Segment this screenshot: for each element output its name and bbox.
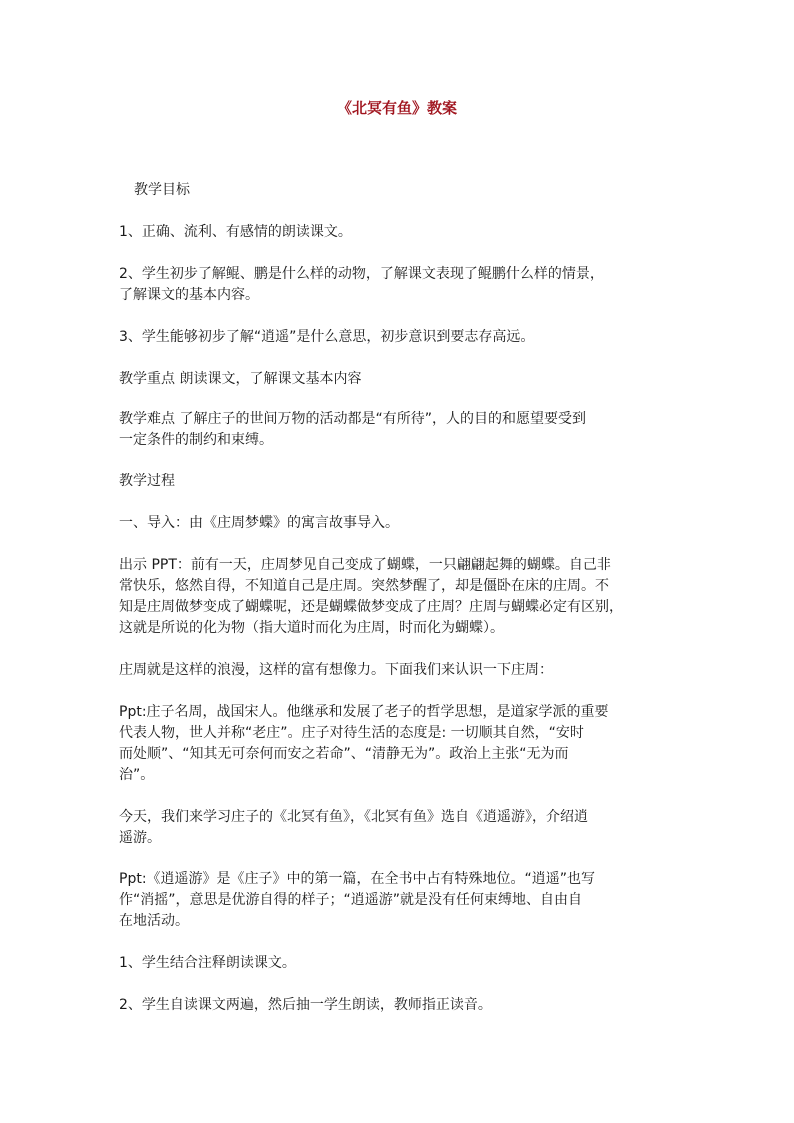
- ppt-2-line: 代表人物，世人并称“老庄”。庄子对待生活的态度是: 一切顺其自然，“安时: [119, 725, 584, 741]
- difficulty: [119, 409, 679, 451]
- intro: 一、导入：由《庄周梦蝶》的寓言故事导入。: [119, 515, 399, 531]
- step-1: 1、学生结合注释朗读课文。: [119, 955, 296, 971]
- today-paragraph: [119, 807, 679, 849]
- difficulty-line: 一定条件的制约和束缚。: [119, 432, 273, 448]
- difficulty-line: 教学难点 了解庄子的世间万物的活动都是“有所待”，人的目的和愿望要受到: [119, 411, 586, 427]
- objective-1: 1、正确、流利、有感情的朗读课文。: [119, 224, 352, 240]
- ppt-1-line: 这就是所说的化为物（指大道时而化为庄周，时而化为蝴蝶）。: [119, 620, 504, 636]
- key-point: 教学重点 朗读课文，了解课文基本内容: [119, 371, 362, 387]
- today-line: 遥游。: [119, 830, 161, 846]
- ppt-2-line: Ppt:庄子名周，战国宋人。他继承和发展了老子的哲学思想，是道家学派的重要: [119, 704, 609, 720]
- document-title: 《北冥有鱼》教案: [336, 99, 457, 117]
- ppt-2: [119, 702, 679, 786]
- objective-3: 3、学生能够初步了解“逍遥”是什么意思，初步意识到要志存高远。: [119, 329, 535, 345]
- ppt-3-line: 作“消摇”，意思是优游自得的样子；“逍遥游”就是没有任何束缚地、自由自: [119, 892, 583, 908]
- ppt-3-line: Ppt:《逍遥游》是《庄子》中的第一篇，在全书中占有特殊地位。“逍遥”也写: [119, 871, 596, 887]
- ppt-3-line: 在地活动。: [119, 913, 189, 929]
- objective-2: [119, 264, 679, 306]
- process-heading: 教学过程: [119, 473, 175, 489]
- ppt-1-line: 常快乐，悠然自得，不知道自己是庄周。突然梦醒了，却是僵卧在床的庄周。不: [119, 578, 609, 594]
- ppt-1-line: 出示 PPT：前有一天，庄周梦见自己变成了蝴蝶，一只翩翩起舞的蝴蝶。自己非: [119, 557, 611, 573]
- ppt-2-line: 而处顺”、“知其无可奈何而安之若命”、“清静无为”。政治上主张“无为而: [119, 746, 569, 762]
- ppt-3: [119, 869, 679, 932]
- objective-2-line: 2、学生初步了解鲲、鹏是什么样的动物，了解课文表现了鲲鹏什么样的情景，: [119, 266, 604, 282]
- today-line: 今天，我们来学习庄子的《北冥有鱼》，《北冥有鱼》选自《逍遥游》，介绍逍: [119, 809, 588, 825]
- ppt-1: [119, 555, 679, 639]
- ppt-2-line: 治”。: [119, 767, 155, 783]
- step-2: 2、学生自读课文两遍，然后抽一学生朗读，教师指正读音。: [119, 997, 492, 1013]
- transition: 庄周就是这样的浪漫，这样的富有想像力。下面我们来认识一下庄周：: [119, 662, 553, 678]
- objective-2-line: 了解课文的基本内容。: [119, 287, 259, 303]
- objectives-heading: 教学目标: [134, 182, 190, 198]
- ppt-1-line: 知是庄周做梦变成了蝴蝶呢，还是蝴蝶做梦变成了庄周？庄周与蝴蝶必定有区别，: [119, 599, 623, 615]
